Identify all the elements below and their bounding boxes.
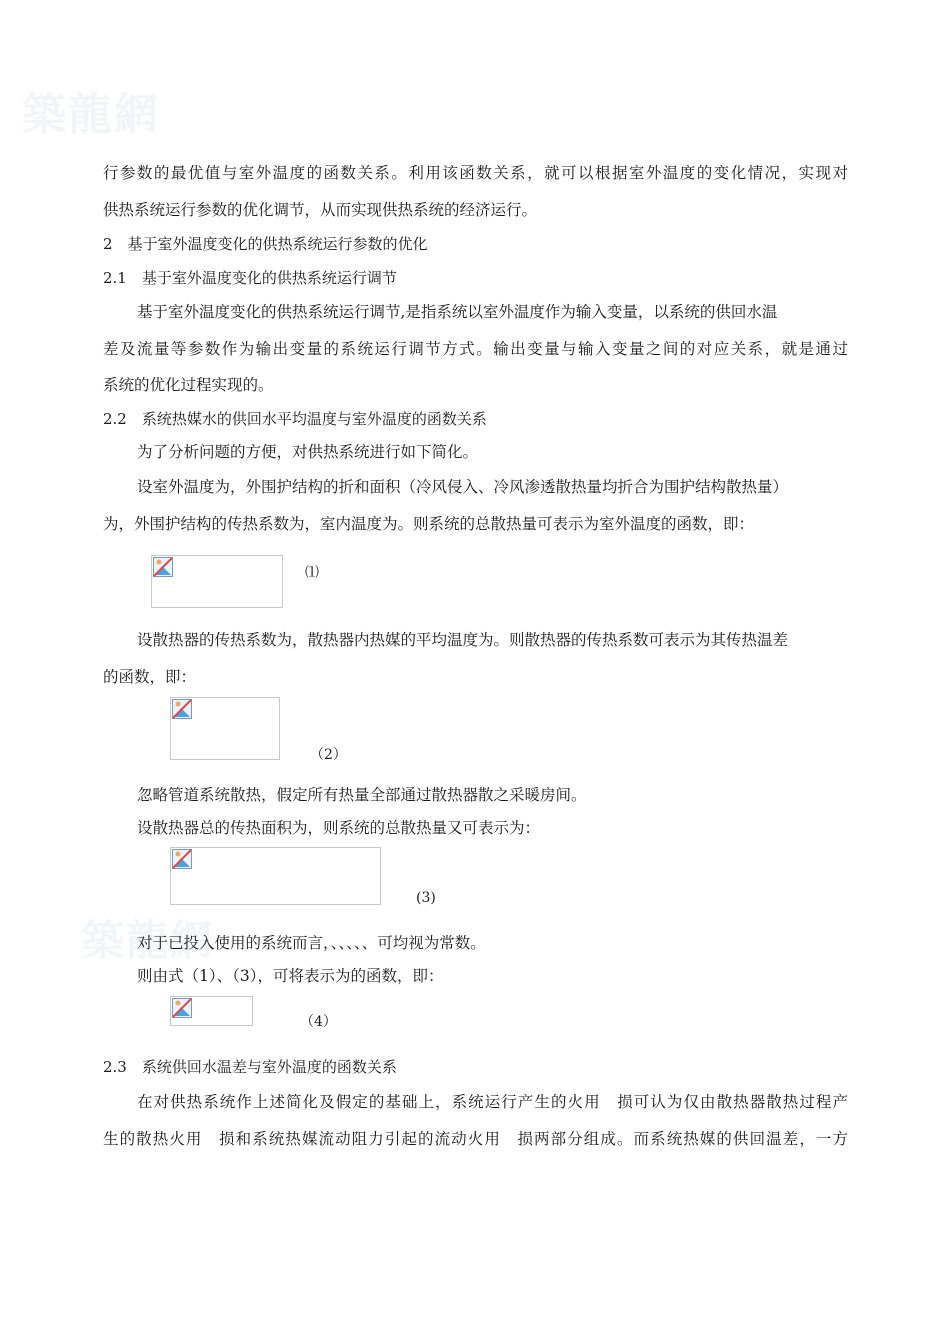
equation-number: (3) (416, 890, 436, 906)
paragraph-line: 生的散热火用 损和系统热媒流动阻力引起的流动火用 损两部分组成。而系统热媒的供回温差，一方 (103, 1130, 848, 1148)
broken-image-icon (172, 699, 192, 719)
subsection-heading: 2.3 系统供回水温差与室外温度的函数关系 (103, 1058, 397, 1076)
equation-image-3 (170, 847, 381, 905)
broken-image-icon (172, 849, 192, 869)
equation-number: ⑴ (305, 565, 319, 581)
paragraph-line: 行参数的最优值与室外温度的函数关系。利用该函数关系，就可以根据室外温度的变化情况，实现对 (103, 164, 848, 182)
broken-image-icon (153, 557, 173, 577)
equation-number: （4） (300, 1014, 337, 1030)
subsection-heading: 2.1 基于室外温度变化的供热系统运行调节 (103, 269, 397, 287)
watermark: 築龍網 (22, 89, 160, 140)
equation-number: （2） (310, 747, 347, 763)
paragraph-line: 设室外温度为，外围护结构的折和面积（冷风侵入、冷风渗透散热量均折合为围护结构散热量） (137, 478, 789, 496)
paragraph-line: 设散热器的传热系数为，散热器内热媒的平均温度为。则散热器的传热系数可表示为其传热温差 (137, 631, 789, 649)
watermark: 築龍網 (82, 916, 215, 965)
equation-image-4 (170, 996, 253, 1026)
equation-image-2 (170, 697, 280, 760)
paragraph-line: 为了分析问题的方便，对供热系统进行如下简化。 (137, 443, 479, 461)
paragraph-line: 为，外围护结构的传热系数为，室内温度为。则系统的总散热量可表示为室外温度的函数，即： (103, 515, 755, 533)
paragraph-line: 供热系统运行参数的优化调节，从而实现供热系统的经济运行。 (103, 201, 538, 219)
subsection-heading: 2.2 系统热媒水的供回水平均温度与室外温度的函数关系 (103, 410, 487, 428)
paragraph-line: 则由式（1）、（3），可将表示为的函数，即： (137, 967, 444, 985)
paragraph-line: 系统的优化过程实现的。 (103, 376, 274, 394)
paragraph-line: 对于已投入使用的系统而言，、、、、、可均视为常数。 (137, 934, 486, 952)
section-heading: 2 基于室外温度变化的供热系统运行参数的优化 (103, 235, 428, 253)
equation-image-1 (151, 555, 283, 608)
broken-image-icon (172, 998, 192, 1018)
paragraph-line: 的函数，即： (103, 668, 197, 686)
paragraph-line: 基于室外温度变化的供热系统运行调节,是指系统以室外温度作为输入变量，以系统的供回水温 (137, 303, 778, 321)
paragraph-line: 在对供热系统作上述简化及假定的基础上，系统运行产生的火用 损可认为仅由散热器散热过程产 (137, 1093, 848, 1111)
paragraph-line: 差及流量等参数作为输出变量的系统运行调节方式。输出变量与输入变量之间的对应关系，就是通过 (103, 340, 848, 358)
paragraph-line: 设散热器总的传热面积为，则系统的总散热量又可表示为： (137, 819, 541, 837)
paragraph-line: 忽略管道系统散热，假定所有热量全部通过散热器散之采暖房间。 (137, 786, 587, 804)
